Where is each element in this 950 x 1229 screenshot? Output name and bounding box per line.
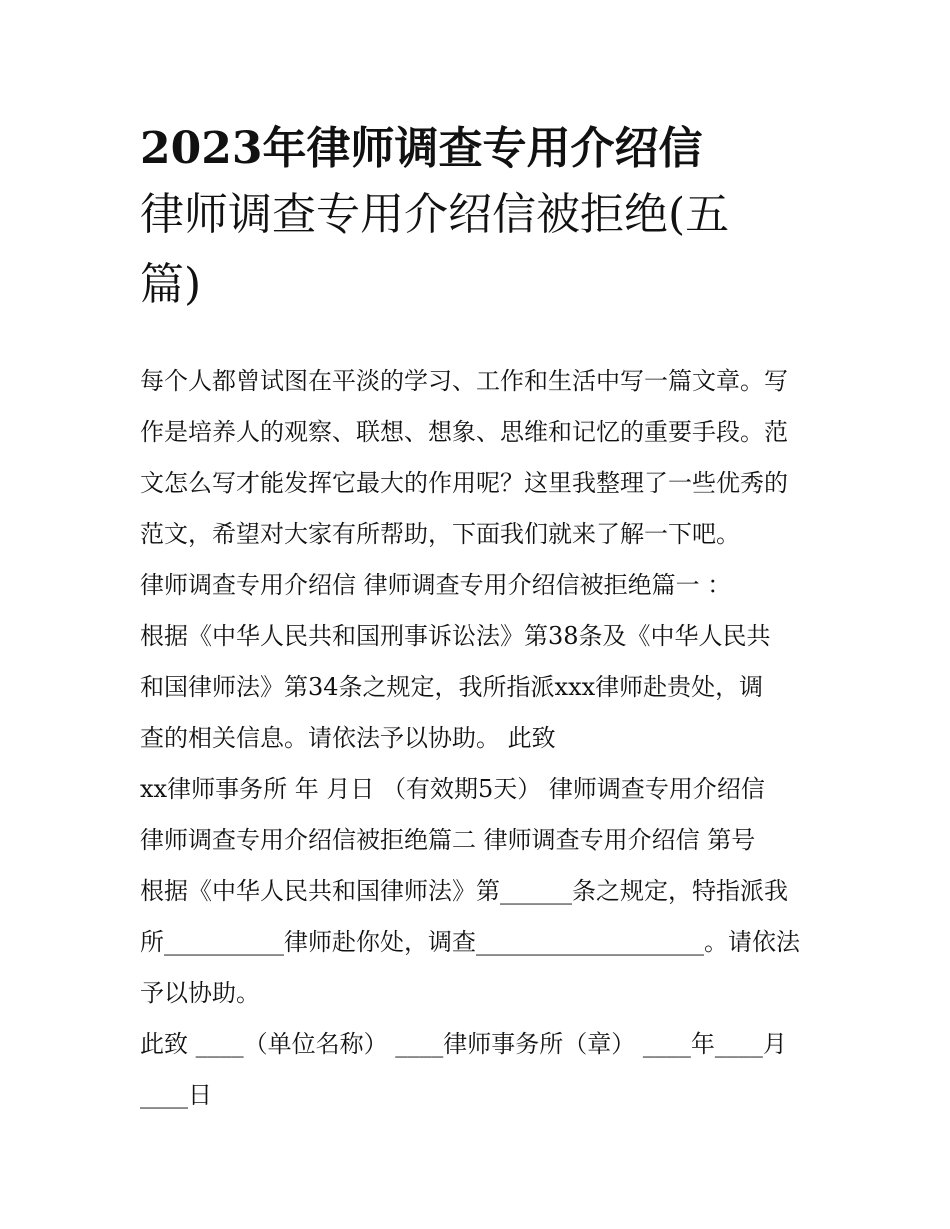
body-line: 律师调查专用介绍信 律师调查专用介绍信被拒绝篇一 ：: [140, 571, 732, 599]
body-line: 每个人都曾试图在平淡的学习、工作和生活中写一篇文章。写: [140, 367, 788, 395]
title-line-3: 篇): [140, 259, 202, 310]
document-body: [140, 356, 830, 1121]
body-line: 予以协助。: [140, 979, 260, 1007]
body-line: xx律师事务所 年 月日 （有效期5天） 律师调查专用介绍信: [140, 775, 765, 803]
body-line: 此致 ____（单位名称） ____律师事务所（章） ____年____月: [140, 1030, 787, 1058]
body-line: 查的相关信息。请依法予以协助。 此致: [140, 724, 556, 752]
body-line: ____日: [140, 1081, 212, 1109]
body-line: 文怎么写才能发挥它最大的作用呢？这里我整理了一些优秀的: [140, 469, 788, 497]
body-line: 范文，希望对大家有所帮助，下面我们就来了解一下吧。: [140, 520, 740, 548]
body-line: 根据《中华人民共和国刑事诉讼法》第38条及《中华人民共: [140, 622, 771, 650]
title-line-2: 律师调查专用介绍信被拒绝(五: [140, 189, 730, 240]
body-line: 和国律师法》第34条之规定，我所指派xxx律师赴贵处，调: [140, 673, 764, 701]
document-title: [140, 118, 830, 320]
body-line: 所__________律师赴你处，调查___________________。请依法: [140, 928, 800, 956]
body-line: 律师调查专用介绍信被拒绝篇二 律师调查专用介绍信 第号: [140, 826, 756, 854]
title-line-1: 2023年律师调查专用介绍信: [140, 123, 703, 174]
body-line: 根据《中华人民共和国律师法》第______条之规定，特指派我: [140, 877, 788, 905]
body-line: 作是培养人的观察、联想、想象、思维和记忆的重要手段。范: [140, 418, 788, 446]
